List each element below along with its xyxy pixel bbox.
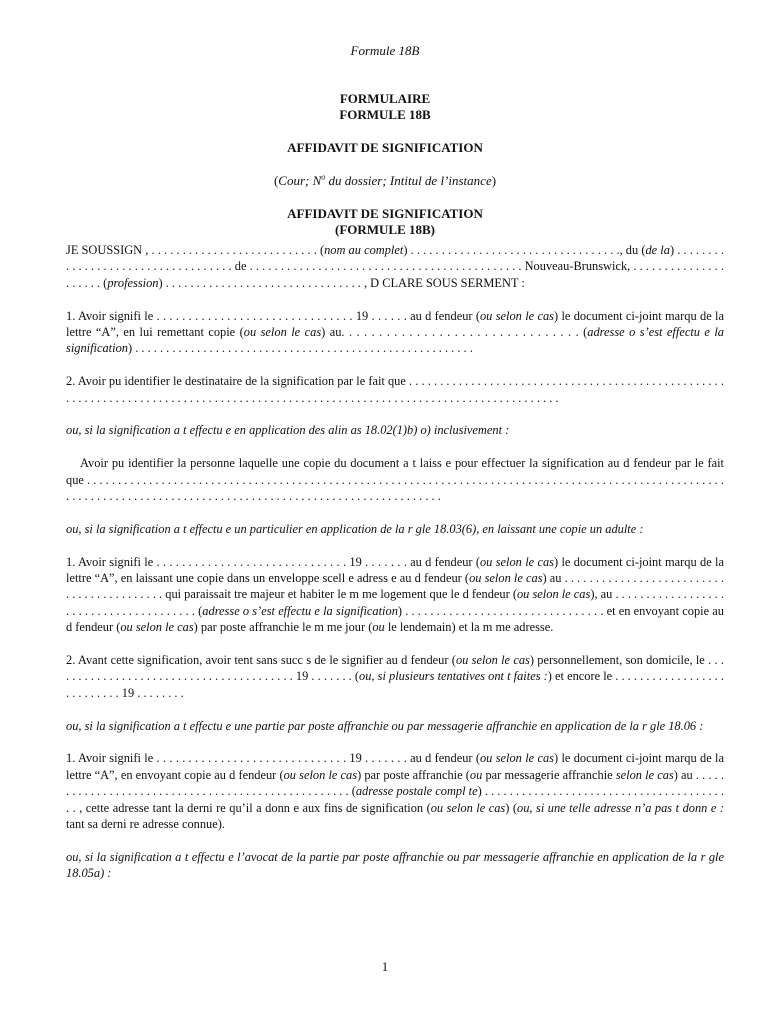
paragraph-soussigne: JE SOUSSIGN , . . . . . . . . . . . . . . . . . . . . . . . . . . . (nom au complet) . . . . . . . . . . . . . . . . . . . . . . . . . . . . . . . . . ., du (de la) . . . . . . . . . . . . . . . . . . . . . . . . . . . . . . . . . . . de . . . . . . . . . . . . . . . . . . . . . . . . . . . . . . . . . . . . . . . . . . . . Nouveau-Brunswick, . . . . . . . . . . . . . . . . . . . . . (profession) . . . . . . . . . . . . . . . . . . . . . . . . . . . . . . . . , D CLARE SOUS SERMENT : — [66, 243, 724, 290]
title-formulaire: FORMULAIRE — [339, 91, 431, 106]
paragraph-alternative-particulier: ou, si la signification a t effectu e un particulier en application de la r gle 18.03(6), en laissant une copie un adulte : — [66, 521, 644, 536]
form-body — [66, 242, 724, 898]
paragraph-alternative-avocat: ou, si la signification a t effectu e l’avocat de la partie par poste affranchie ou par messagerie affranchie en application de la r gle 18.05a) : — [66, 849, 724, 881]
paragraph-signification-adulte: 1. Avoir signifi le . . . . . . . . . . . . . . . . . . . . . . . . . . . . . . 19 . . . . . . . au d fendeur (ou selon le cas) le document ci-joint marqu de la lettre “A”, en laissant une copie dans un enveloppe scell e adress e au d fendeur (ou selon le cas) au . . . . . . . . . . . . . . . . . . . . . . . . . . . . . . . . . . . . . . . . . . qui paraissait tre majeur et habiter le m me logement que le d fendeur (ou selon le cas), au . . . . . . . . . . . . . . . . . . . . . . . . . . . . . . . . . . . . . . . (adresse o s’est effectu e la signification) . . . . . . . . . . . . . . . . . . . . . . . . . . . . . . . . et en envoyant copie au d fendeur (ou selon le cas) par poste affranchie le m me jour (ou le lendemain) et la m me adresse. — [66, 554, 724, 635]
paragraph-alternative-alineas: ou, si la signification a t effectu e en application des alin as 18.02(1)b) o) inclusivement : — [66, 423, 510, 438]
title-formule: FORMULE 18B — [339, 107, 431, 122]
instance-line: (Cour; $N^o$ du dossier; Intitul de l’instance) — [273, 172, 497, 188]
title-formule-2: (FORMULE 18B) — [334, 222, 436, 237]
title-affidavit: AFFIDAVIT DE SIGNIFICATION — [287, 140, 483, 155]
paragraph-tentatives: 2. Avant cette signification, avoir tent sans succ s de le signifier au d fendeur (ou selon le cas) personnellement, son domicile, le . . . . . . . . . . . . . . . . . . . . . . . . . . . . . . . . . . . . . . . . 19 . . . . . . . (ou, si plusieurs tentatives ont t faites :) et encore le . . . . . . . . . . . . . . . . . . . . . . . . . . . 19 . . . . . . . . — [66, 653, 724, 700]
form-titles — [0, 91, 770, 238]
paragraph-identification-personne: Avoir pu identifier la personne laquelle une copie du document a t laiss e pour effectuer la signification au d fendeur par le fait que . . . . . . . . . . . . . . . . . . . . . . . . . . . . . . . . . . . . . . . . . . . . . . . . . . . . . . . . . . . . . . . . . . . . . . . . . . . . . . . . . . . . . . . . . . . . . . . . . . . . . . . . . . . . . . . . . . . . . . . . . . . . . . . . . . . . . . . . . . . . . . . . . . . . . . . . . . . . . . . . . . . . — [66, 456, 724, 504]
paragraph-alternative-poste: ou, si la signification a t effectu e une partie par poste affranchie ou par messagerie affranchie en application de la r gle 18.06 : — [66, 718, 704, 733]
title-affidavit-2: AFFIDAVIT DE SIGNIFICATION — [287, 206, 483, 221]
running-header: Formule 18B — [350, 43, 420, 58]
paragraph-signification-1: 1. Avoir signifi le . . . . . . . . . . . . . . . . . . . . . . . . . . . . . . . 19 . . . . . . au d fendeur (ou selon le cas) le document ci-joint marqu de la lettre “A”, en lui remettant copie (ou selon le cas) au. . . . . . . . . . . . . . . . . . . . . . . . . . . . . . . . (adresse o s’est effectu e la signification) . . . . . . . . . . . . . . . . . . . . . . . . . . . . . . . . . . . . . . . . . . . . . . . . . . . . . . . — [66, 308, 725, 356]
paragraph-identification-2: 2. Avoir pu identifier le destinataire de la signification par le fait que . . . . . . . . . . . . . . . . . . . . . . . . . . . . . . . . . . . . . . . . . . . . . . . . . . . . . . . . . . . . . . . . . . . . . . . . . . . . . . . . . . . . . . . . . . . . . . . . . . . . . . . . . . . . . . . . . . . . . . . . . . . . . . . . . . . — [66, 374, 724, 405]
page-number: 1 — [381, 959, 389, 974]
paragraph-signification-poste: 1. Avoir signifi le . . . . . . . . . . . . . . . . . . . . . . . . . . . . . . 19 . . . . . . . au d fendeur (ou selon le cas) le document ci-joint marqu de la lettre “A”, en envoyant copie au d fendeur (ou selon le cas) par poste affranchie (ou par messagerie affranchie selon le cas) au . . . . . . . . . . . . . . . . . . . . . . . . . . . . . . . . . . . . . . . . . . . . . . . . . . . (adresse postale compl te) . . . . . . . . . . . . . . . . . . . . . . . . . . . . . . . . . . . . . . . . . , cette adresse tant la derni re qu’il a donn e aux fins de signification (ou selon le cas) (ou, si une telle adresse n’a pas t donn e : tant sa derni re adresse connue). — [66, 751, 725, 832]
